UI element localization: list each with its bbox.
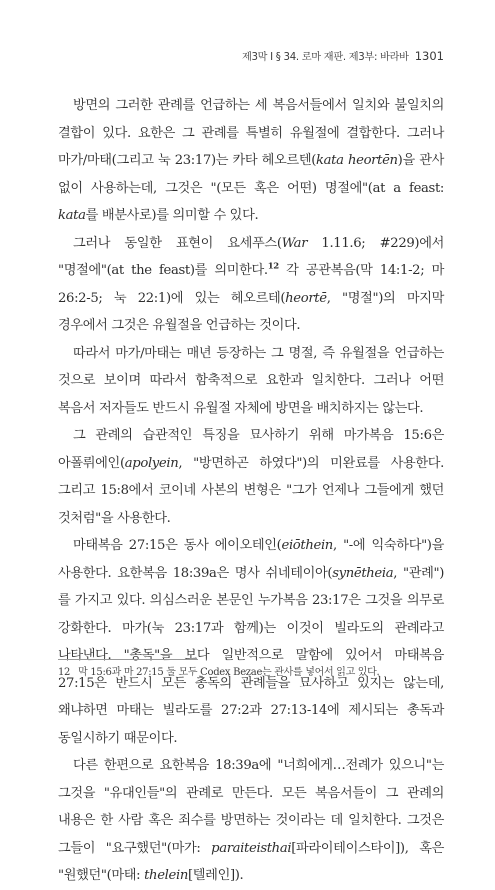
transliteration-text: heortē (285, 290, 327, 306)
transliteration-text: War (281, 235, 308, 251)
paragraph-text: )을 관사 없이 사용하는데, 그것은 "(모든 혹은 어떤) 명절에"(at a feast: (58, 153, 444, 196)
footnote-reference: 12 (267, 261, 279, 272)
paragraph-text: 그 관례의 습관적인 특징을 묘사하기 위해 마가복음 15:6은 아폴뤼에인( (58, 428, 444, 471)
footnote-number: 12 (58, 667, 71, 678)
body-paragraph (58, 532, 444, 752)
paragraph-text: 방면의 그러한 관례를 언급하는 세 복음서들에서 일치와 불일치의 결합이 있다. 요한은 그 관례를 특별히 유월절에 결합한다. 그러나 마가/마태(그리고 눅 23:17)는 카타 헤오르텐( (58, 98, 444, 168)
footnote (58, 666, 444, 680)
paragraph-text: , "명절")의 마지막 경우에서 그것은 유월절을 언급하는 것이다. (58, 290, 444, 333)
paragraph-text: , "-에 익숙하다")을 사용한다. 요한복음 18:39a은 명사 쉬네테이아( (58, 538, 444, 581)
body-paragraph (58, 92, 444, 230)
transliteration-text: paraiteisthai (211, 840, 292, 856)
body-paragraph (58, 422, 444, 532)
footnote-text: 막 15:6과 마 27:15 둘 모두 Codex Bezae는 관사를 넣어서 읽고 있다. (78, 667, 380, 678)
paragraph-text: , "방면하곤 하였다")의 미완료를 사용한다. 그리고 15:8에서 코이네 사본의 변형은 "그가 언제나 그들에게 했던 것처럼"을 사용한다. (58, 455, 444, 526)
body-paragraph (58, 340, 444, 423)
transliteration-text: synētheia (332, 565, 394, 581)
paragraph-text: [파라이테이스타이]), 혹은 "원했던"(마태: (58, 840, 444, 883)
paragraph-text: 를 배분사로)를 의미할 수 있다. (85, 208, 259, 223)
paragraph-text: [텔레인]). (188, 868, 244, 883)
body-text (58, 92, 444, 890)
transliteration-text: kata (58, 208, 86, 223)
paragraph-text: 다른 한편으로 요한복음 18:39a에 "너희에게…전례가 있으니"는 그것을 "유대인들"의 관례로 만든다. 모든 복음서들이 그 관례의 내용은 한 사람 혹은 죄수를 방면하는 것이라는 데 일치한다. 그것은 그들이 "요구했던"(마가: (58, 758, 444, 856)
body-paragraph (58, 230, 444, 340)
paragraph-text: 따라서 마가/마태는 매년 등장하는 그 명절, 즉 유월절을 언급하는 것으로 보이며 따라서 함축적으로 요한과 일치한다. 그러나 어떤 복음서 저자들도 반드시 유월절 자체에 방면을 배치하지는 않는다. (58, 345, 444, 416)
paragraph-text: 각 공관복음(막 14:1-2; 마 26:2-5; 눅 22:1)에 있는 헤오르테( (58, 263, 444, 306)
running-head-title: 제3막 I § 34. 로마 재판. 제3부: 바라바 (241, 52, 409, 63)
transliteration-text: thelein (144, 868, 188, 883)
running-header (0, 48, 444, 63)
body-paragraph (58, 752, 444, 890)
paragraph-text: 1.11.6; #229)에서 "명절에"(at the feast)를 의미한다. (58, 235, 444, 278)
transliteration-text: eiōthein (281, 538, 333, 553)
footnote-divider (58, 659, 198, 660)
paragraph-text: 그러나 동일한 표현이 요세푸스( (73, 235, 282, 251)
page-number: 1301 (414, 49, 444, 63)
paragraph-text: 마태복음 27:15은 동사 에이오테인( (73, 538, 282, 553)
transliteration-text: kata heortēn (316, 153, 398, 168)
transliteration-text: apolyein (124, 455, 179, 471)
paragraph-text: , "관례")를 가지고 있다. 의심스러운 본문인 누가복음 23:17은 그것을 의무로 강화한다. 마가(눅 23:17과 함께)는 이것이 빌라도의 관례라고 나타낸다. "총독"을 보다 일반적으로 말함에 있어서 마태복음 27:15은 반드시 모든 총독의 관례들을 묘사하고 있지는 않는데, 왜냐하면 마태는 빌라도를 27:2과 27:13-14에 제시되는 총독과 동일시하기 때문이다. (58, 565, 444, 746)
